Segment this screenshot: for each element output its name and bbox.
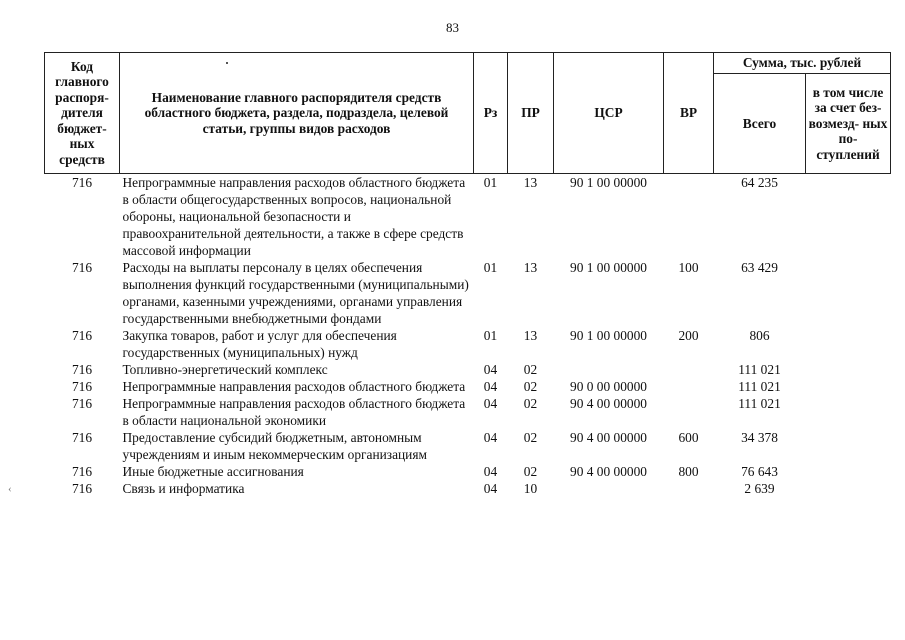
cell-free <box>806 429 891 463</box>
cell-vr <box>664 174 714 260</box>
cell-pr: 13 <box>523 328 538 343</box>
table-row <box>45 259 891 327</box>
cell-name: Непрограммные направления расходов областного бюджета <box>122 379 466 394</box>
header-name: Наименование главного распорядителя средств областного бюджета, раздела, подраздела, целевой статьи, группы видов расходов <box>120 53 474 174</box>
table-row <box>45 395 891 429</box>
cell-code: 716 <box>71 328 93 343</box>
cell-csr <box>554 361 664 378</box>
table-body <box>45 174 891 498</box>
cell-rz: 01 <box>483 175 498 190</box>
cell-free <box>806 378 891 395</box>
cell-name: Топливно-энергетический комплекс <box>122 362 328 377</box>
cell-rz: 01 <box>483 260 498 275</box>
cell-free <box>806 463 891 480</box>
cell-rz: 04 <box>483 396 498 411</box>
cell-csr <box>554 480 664 497</box>
cell-total: 34 378 <box>741 430 778 445</box>
cell-free <box>806 327 891 361</box>
cell-rz: 04 <box>483 362 498 377</box>
cell-vr <box>664 361 714 378</box>
cell-pr: 02 <box>523 379 538 394</box>
header-vr: ВР <box>664 53 714 174</box>
cell-name: Связь и информатика <box>122 481 245 496</box>
header-pr: ПР <box>508 53 554 174</box>
cell-free <box>806 480 891 497</box>
cell-code: 716 <box>71 260 93 275</box>
cell-pr: 02 <box>523 430 538 445</box>
cell-vr <box>664 395 714 429</box>
cell-vr <box>664 480 714 497</box>
cell-rz: 04 <box>483 481 498 496</box>
cell-csr: 90 4 00 00000 <box>570 464 647 479</box>
header-code: Код главного распоря- дителя бюджет- ных средств <box>45 53 120 174</box>
cell-code: 716 <box>71 362 93 377</box>
cell-free <box>806 174 891 260</box>
cell-total: 64 235 <box>741 175 778 190</box>
cell-rz: 04 <box>483 430 498 445</box>
cell-code: 716 <box>71 175 93 190</box>
cell-free <box>806 259 891 327</box>
header-csr: ЦСР <box>554 53 664 174</box>
cell-pr: 13 <box>523 260 538 275</box>
page-number: 83 <box>446 20 459 35</box>
cell-name: Непрограммные направления расходов областного бюджета в области национальной экономики <box>122 396 466 428</box>
cell-name: Закупка товаров, работ и услуг для обеспечения государственных (муниципальных) нужд <box>122 328 397 360</box>
cell-pr: 13 <box>523 175 538 190</box>
table-row <box>45 327 891 361</box>
cell-csr: 90 4 00 00000 <box>570 396 647 411</box>
scan-artifact: ‹ <box>8 483 12 495</box>
cell-total: 76 643 <box>741 464 778 479</box>
cell-pr: 10 <box>523 481 538 496</box>
budget-table <box>44 52 891 497</box>
cell-pr: 02 <box>523 464 538 479</box>
cell-total: 2 639 <box>744 481 775 496</box>
table-row <box>45 429 891 463</box>
table-header <box>45 53 891 174</box>
header-total: Всего <box>714 74 806 174</box>
cell-total: 111 021 <box>738 362 781 377</box>
cell-total: 111 021 <box>738 379 781 394</box>
cell-rz: 04 <box>483 464 498 479</box>
cell-code: 716 <box>71 464 93 479</box>
cell-csr: 90 1 00 00000 <box>570 260 647 275</box>
cell-code: 716 <box>71 481 93 496</box>
cell-rz: 01 <box>483 328 498 343</box>
cell-code: 716 <box>71 396 93 411</box>
cell-csr: 90 4 00 00000 <box>570 430 647 445</box>
cell-name: Расходы на выплаты персоналу в целях обеспечения выполнения функций государственными (муниципальными) органами, казенными учреждениями, органами управления государственными внебюджетными фондами <box>122 260 469 326</box>
cell-csr: 90 1 00 00000 <box>570 328 647 343</box>
header-sum-group: Сумма, тыс. рублей <box>714 53 891 74</box>
table-row <box>45 361 891 378</box>
cell-name: Предоставление субсидий бюджетным, автономным учреждениям и иным некоммерческим организациям <box>122 430 427 462</box>
cell-name: Непрограммные направления расходов областного бюджета в области общегосударственных вопросов, национальной обороны, национальной безопасности и правоохранительной деятельности, а также в сфере средств массовой информации <box>122 175 466 258</box>
cell-total: 806 <box>749 328 770 343</box>
header-rz: Рз <box>474 53 508 174</box>
cell-name: Иные бюджетные ассигнования <box>122 464 304 479</box>
table-row <box>45 480 891 497</box>
cell-vr <box>664 378 714 395</box>
cell-free <box>806 395 891 429</box>
cell-rz: 04 <box>483 379 498 394</box>
cell-pr: 02 <box>523 396 538 411</box>
cell-total: 111 021 <box>738 396 781 411</box>
table-row <box>45 463 891 480</box>
cell-code: 716 <box>71 430 93 445</box>
cell-vr: 200 <box>678 328 699 343</box>
cell-csr: 90 1 00 00000 <box>570 175 647 190</box>
cell-vr: 100 <box>678 260 699 275</box>
cell-csr: 90 0 00 00000 <box>570 379 647 394</box>
cell-pr: 02 <box>523 362 538 377</box>
table-row <box>45 378 891 395</box>
table-row <box>45 174 891 260</box>
cell-code: 716 <box>71 379 93 394</box>
cell-total: 63 429 <box>741 260 778 275</box>
cell-free <box>806 361 891 378</box>
header-free: в том числе за счет без- возмезд- ных по- ступлений <box>806 74 891 174</box>
cell-vr: 600 <box>678 430 699 445</box>
cell-vr: 800 <box>678 464 699 479</box>
